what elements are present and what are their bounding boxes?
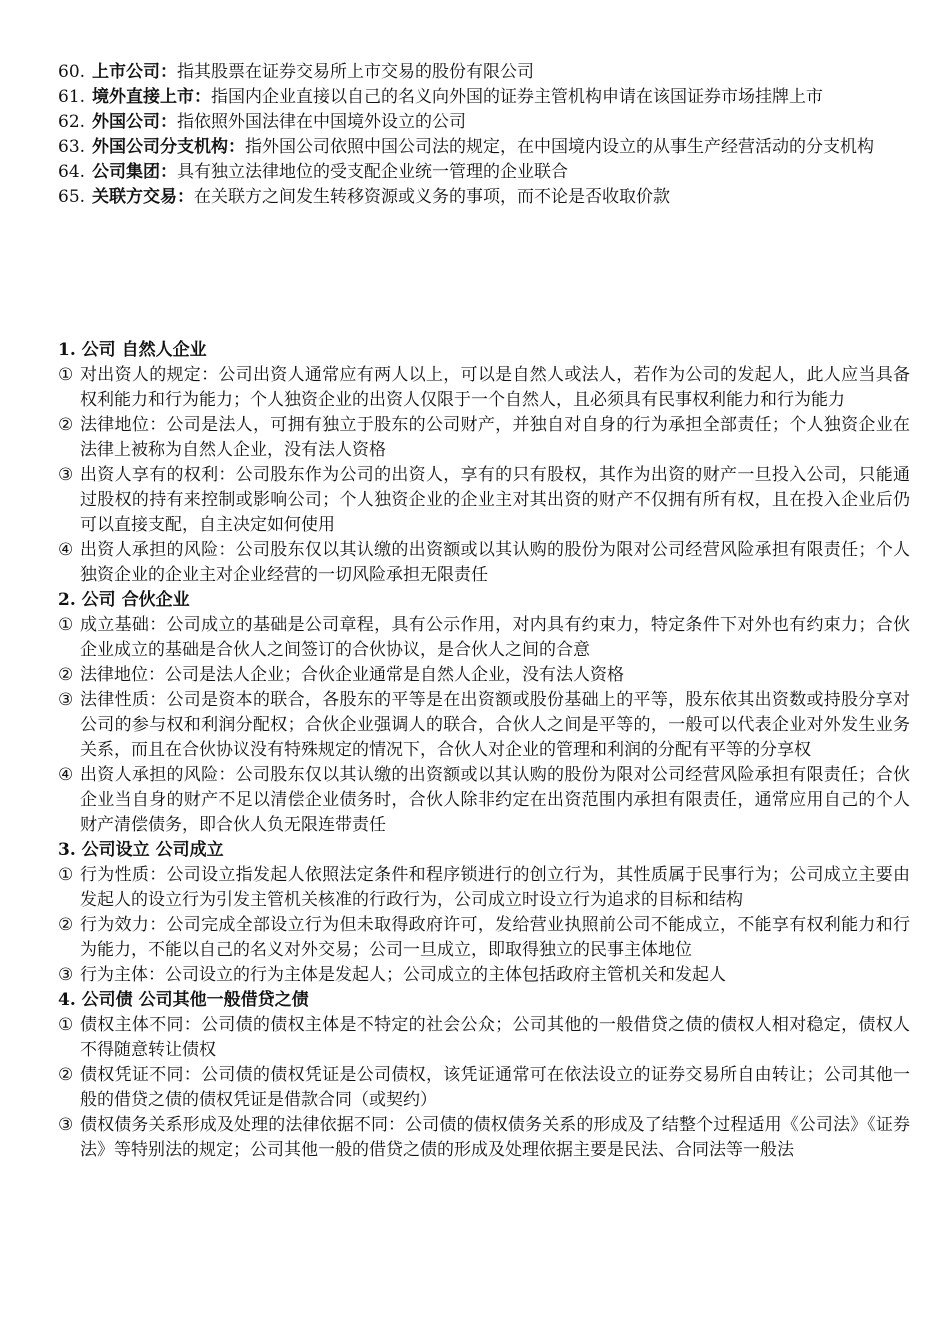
comparison-point [58,688,910,763]
definition-item [58,85,910,110]
point-text: 出资人承担的风险：公司股东仅以其认缴的出资额或以其认购的股份为限对公司经营风险承担有限责任；个人独资企业的企业主对企业经营的一切风险承担无限责任 [80,540,910,585]
definition-number: 63. [58,137,86,157]
point-marker: ① [58,365,74,385]
comparison-point [58,913,910,963]
definition-number: 60. [58,62,86,82]
point-marker: ④ [58,765,74,785]
comparison-point [58,463,910,538]
point-text: 出资人享有的权利：公司股东作为公司的出资人，享有的只有股权，其作为出资的财产一旦投入公司，只能通过股权的持有来控制或影响公司；个人独资企业的企业主对其出资的财产不仅拥有所有权，且在投入企业后仍可以直接支配，自主决定如何使用 [80,465,910,535]
comparison-point [58,663,910,688]
comparison-section [58,338,910,588]
definition-term: 境外直接上市： [92,87,211,107]
definition-number: 65. [58,187,86,207]
comparison-point [58,613,910,663]
definition-list [58,60,910,210]
definition-number: 64. [58,162,86,182]
point-text: 法律地位：公司是法人企业；合伙企业通常是自然人企业，没有法人资格 [80,665,624,685]
definition-term: 公司集团： [92,162,177,182]
point-text: 法律性质：公司是资本的联合，各股东的平等是在出资额或股份基础上的平等，股东依其出资数或持股分享对公司的参与权和利润分配权；合伙企业强调人的联合，合伙人之间是平等的，一般可以代表企业对外发生业务关系，而且在合伙协议没有特殊规定的情况下，合伙人对企业的管理和利润的分配有平等的分享权 [80,690,910,760]
comparison-sections [58,338,910,1163]
definition-term: 外国公司分支机构： [92,137,245,157]
definition-item [58,110,910,135]
point-text: 行为效力：公司完成全部设立行为但未取得政府许可，发给营业执照前公司不能成立，不能享有权利能力和行为能力，不能以自己的名义对外交易；公司一旦成立，即取得独立的民事主体地位 [80,915,910,960]
comparison-section [58,588,910,838]
definition-text: 指依照外国法律在中国境外设立的公司 [177,112,466,132]
point-text: 出资人承担的风险：公司股东仅以其认缴的出资额或以其认购的股份为限对公司经营风险承担有限责任；合伙企业当自身的财产不足以清偿企业债务时，合伙人除非约定在出资范围内承担有限责任，通常应用自己的个人财产清偿债务，即合伙人负无限连带责任 [80,765,910,835]
section-gap [58,210,910,338]
comparison-section [58,988,910,1163]
point-marker: ② [58,665,74,685]
point-marker: ③ [58,690,74,710]
comparison-section [58,838,910,988]
point-text: 法律地位：公司是法人，可拥有独立于股东的公司财产，并独自对自身的行为承担全部责任；个人独资企业在法律上被称为自然人企业，没有法人资格 [80,415,910,460]
point-marker: ① [58,1015,74,1035]
definition-text: 指其股票在证券交易所上市交易的股份有限公司 [177,62,534,82]
definition-term: 外国公司： [92,112,177,132]
point-text: 债权债务关系形成及处理的法律依据不同：公司债的债权债务关系的形成及了结整个过程适用《公司法》《证券法》等特别法的规定；公司其他一般的借贷之债的形成及处理依据主要是民法、合同法等一般法 [80,1115,910,1160]
comparison-point [58,1013,910,1063]
point-marker: ③ [58,465,74,485]
comparison-title: 3. 公司设立 公司成立 [58,840,224,860]
comparison-point [58,763,910,838]
point-marker: ① [58,865,74,885]
point-marker: ③ [58,1115,74,1135]
definition-item [58,185,910,210]
comparison-point [58,1113,910,1163]
definition-term: 关联方交易： [92,187,194,207]
definition-number: 61. [58,87,86,107]
comparison-point [58,538,910,588]
point-marker: ① [58,615,74,635]
definition-item [58,135,910,160]
point-marker: ② [58,1065,74,1085]
definition-text: 指国内企业直接以自己的名义向外国的证券主管机构申请在该国证券市场挂牌上市 [211,87,823,107]
definition-text: 在关联方之间发生转移资源或义务的事项，而不论是否收取价款 [194,187,670,207]
comparison-point [58,363,910,413]
definition-text: 具有独立法律地位的受支配企业统一管理的企业联合 [177,162,568,182]
point-text: 成立基础：公司成立的基础是公司章程，具有公示作用，对内具有约束力，特定条件下对外也有约束力；合伙企业成立的基础是合伙人之间签订的合伙协议，是合伙人之间的合意 [80,615,910,660]
point-marker: ② [58,415,74,435]
point-text: 债权主体不同：公司债的债权主体是不特定的社会公众；公司其他的一般借贷之债的债权人相对稳定，债权人不得随意转让债权 [80,1015,910,1060]
comparison-point [58,1063,910,1113]
comparison-title: 1. 公司 自然人企业 [58,340,207,360]
comparison-point [58,863,910,913]
definition-term: 上市公司： [92,62,177,82]
definition-text: 指外国公司依照中国公司法的规定，在中国境内设立的从事生产经营活动的分支机构 [245,137,874,157]
point-text: 行为性质：公司设立指发起人依照法定条件和程序锁进行的创立行为，其性质属于民事行为；公司成立主要由发起人的设立行为引发主管机关核准的行政行为，公司成立时设立行为追求的目标和结构 [80,865,910,910]
point-marker: ② [58,915,74,935]
definition-number: 62. [58,112,86,132]
comparison-title: 4. 公司债 公司其他一般借贷之债 [58,990,309,1010]
comparison-point [58,413,910,463]
point-text: 行为主体：公司设立的行为主体是发起人；公司成立的主体包括政府主管机关和发起人 [80,965,726,985]
definition-item [58,160,910,185]
point-text: 对出资人的规定：公司出资人通常应有两人以上，可以是自然人或法人，若作为公司的发起人，此人应当具备权利能力和行为能力；个人独资企业的出资人仅限于一个自然人，且必须具有民事权利能力和行为能力 [80,365,910,410]
comparison-title: 2. 公司 合伙企业 [58,590,190,610]
definition-item [58,60,910,85]
comparison-point [58,963,910,988]
point-text: 债权凭证不同：公司债的债权凭证是公司债权，该凭证通常可在依法设立的证券交易所自由转让；公司其他一般的借贷之债的债权凭证是借款合同（或契约） [80,1065,910,1110]
point-marker: ④ [58,540,74,560]
point-marker: ③ [58,965,74,985]
